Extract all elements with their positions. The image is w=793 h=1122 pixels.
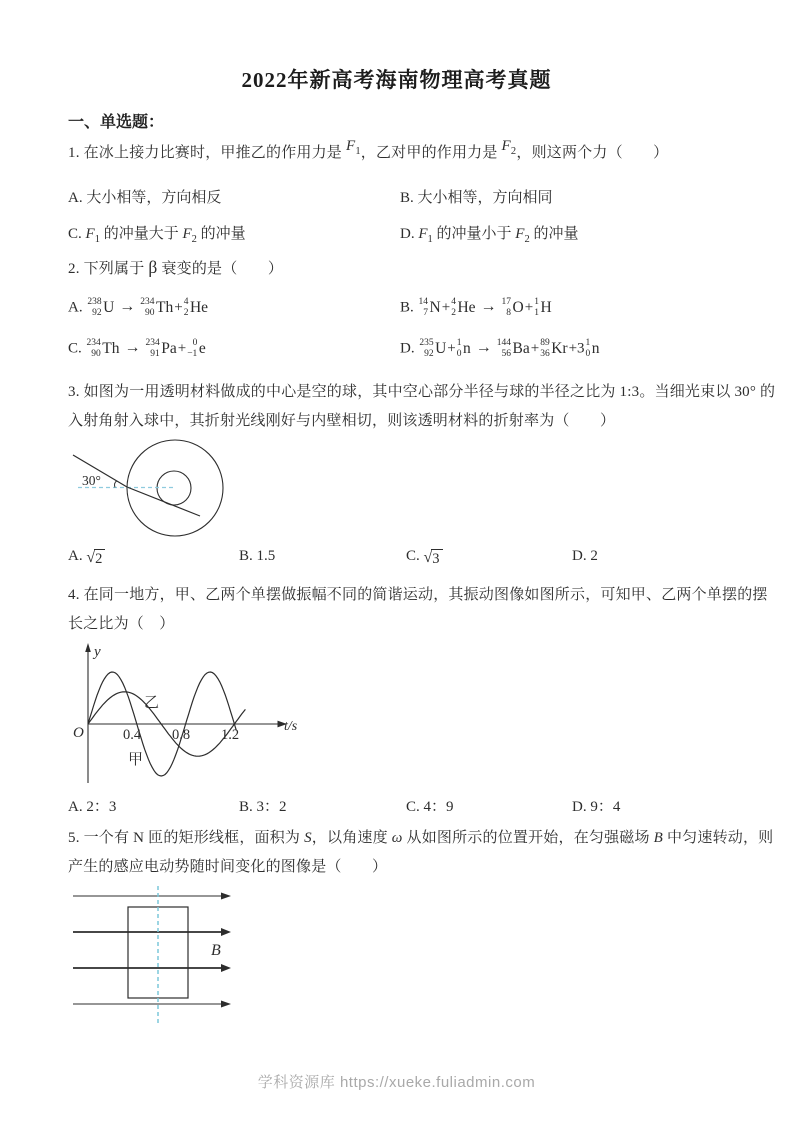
tick-label-0-8: 0.8 [171, 727, 191, 743]
q3-option-d: D. 2 [572, 548, 598, 564]
q1-options-row-2 [68, 222, 758, 250]
curve-jia-label: 甲 [128, 752, 144, 768]
origin-label: O [73, 725, 84, 741]
section-heading: 一、单选题： [68, 114, 165, 131]
q4-option-a: A. 2：3 [68, 799, 117, 815]
field-line-arrow-4 [221, 1001, 231, 1008]
curve-yi-label: 乙 [144, 695, 160, 711]
q1-option-b: B. 大小相等，方向相同 [400, 190, 553, 206]
tick-label-1-2: 1.2 [220, 727, 240, 743]
q1-stem: 1. 在冰上接力比赛时，甲推乙的作用力是 $F_1$，乙对甲的作用力是 $F_2$，则这两个力（ ） [68, 138, 669, 161]
q1-option-c: C. $F_1$ 的冲量大于 $F_2$ 的冲量 [68, 226, 246, 245]
q4-option-d: D. 9：4 [572, 799, 621, 815]
y-axis-arrow [85, 643, 91, 652]
q4-option-b: B. 3：2 [239, 799, 287, 815]
q2-option-a: A. 238 92 U → 234 90 Th + 4 2 He [68, 297, 209, 318]
q3-option-a: A. √ 2 [68, 548, 105, 570]
q4-options-row [68, 795, 758, 823]
q5-stem-line-2: 产生的感应电动势随时间变化的图像是（ ） [68, 859, 388, 875]
q4-option-c: C. 4：9 [406, 799, 454, 815]
q2-option-c: C. 234 90 Th → 234 91 Pa + 0 −1 e [68, 338, 206, 359]
field-label-b: B [211, 942, 221, 959]
q3-stem-line-1: 3. 如图为一用透明材料做成的中心是空的球，其中空心部分半径与球的半径之比为 1:3。当细光束以 30° 的 [68, 384, 776, 400]
q1-option-d: D. $F_1$ 的冲量小于 $F_2$ 的冲量 [400, 226, 579, 245]
field-line-arrow-1 [221, 893, 231, 900]
y-axis-label: y [94, 644, 101, 660]
q2-options-row-1 [68, 297, 758, 323]
q2-stem: 2. 下列属于 β 衰变的是（ ） [68, 257, 284, 277]
q2-option-b: B. 14 7 N + 4 2 He → 17 8 O + 1 1 H [400, 297, 552, 318]
page-title: 2022年新高考海南物理高考真题 [241, 68, 552, 92]
q3-option-b: B. 1.5 [239, 548, 276, 564]
tick-label-0-4: 0.4 [122, 727, 142, 743]
q3-options-row [68, 548, 758, 576]
refracted-ray [127, 487, 200, 516]
q3-stem-line-2: 入射角射入球中，其折射光线刚好与内壁相切，则该透明材料的折射率为（ ） [68, 413, 616, 429]
q3-figure [68, 435, 318, 550]
q5-stem-line-1: 5. 一个有 N 匝的矩形线框，面积为 S，以角速度 ω 从如图所示的位置开始，在匀强磁场 B 中匀速转动，则 [68, 830, 774, 846]
angle-label: 30° [82, 473, 101, 488]
q1-option-a: A. 大小相等，方向相反 [68, 190, 222, 206]
q4-stem-line-2: 长之比为（ ） [68, 616, 175, 632]
field-line-arrow-2 [221, 928, 231, 936]
footer-watermark: 学科资源库 https://xueke.fuliadmin.com [257, 1074, 536, 1091]
angle-arc [115, 481, 117, 488]
field-line-arrow-3 [221, 964, 231, 972]
q1-options-row-1 [68, 186, 758, 214]
t-axis-label: t/s [284, 719, 298, 734]
q5-figure [68, 882, 253, 1032]
q3-option-c: C. √ 3 [406, 548, 443, 570]
q4-stem-line-1: 4. 在同一地方，甲、乙两个单摆做振幅不同的简谐运动，其振动图像如图所示，可知甲、乙两个单摆的摆 [68, 587, 768, 603]
q4-graph [66, 642, 316, 792]
q2-options-row-2 [68, 338, 758, 364]
q2-option-d: D. 235 92 U + 1 0 n → 144 56 Ba + 89 36 Kr +3 1 0 n [400, 338, 600, 359]
